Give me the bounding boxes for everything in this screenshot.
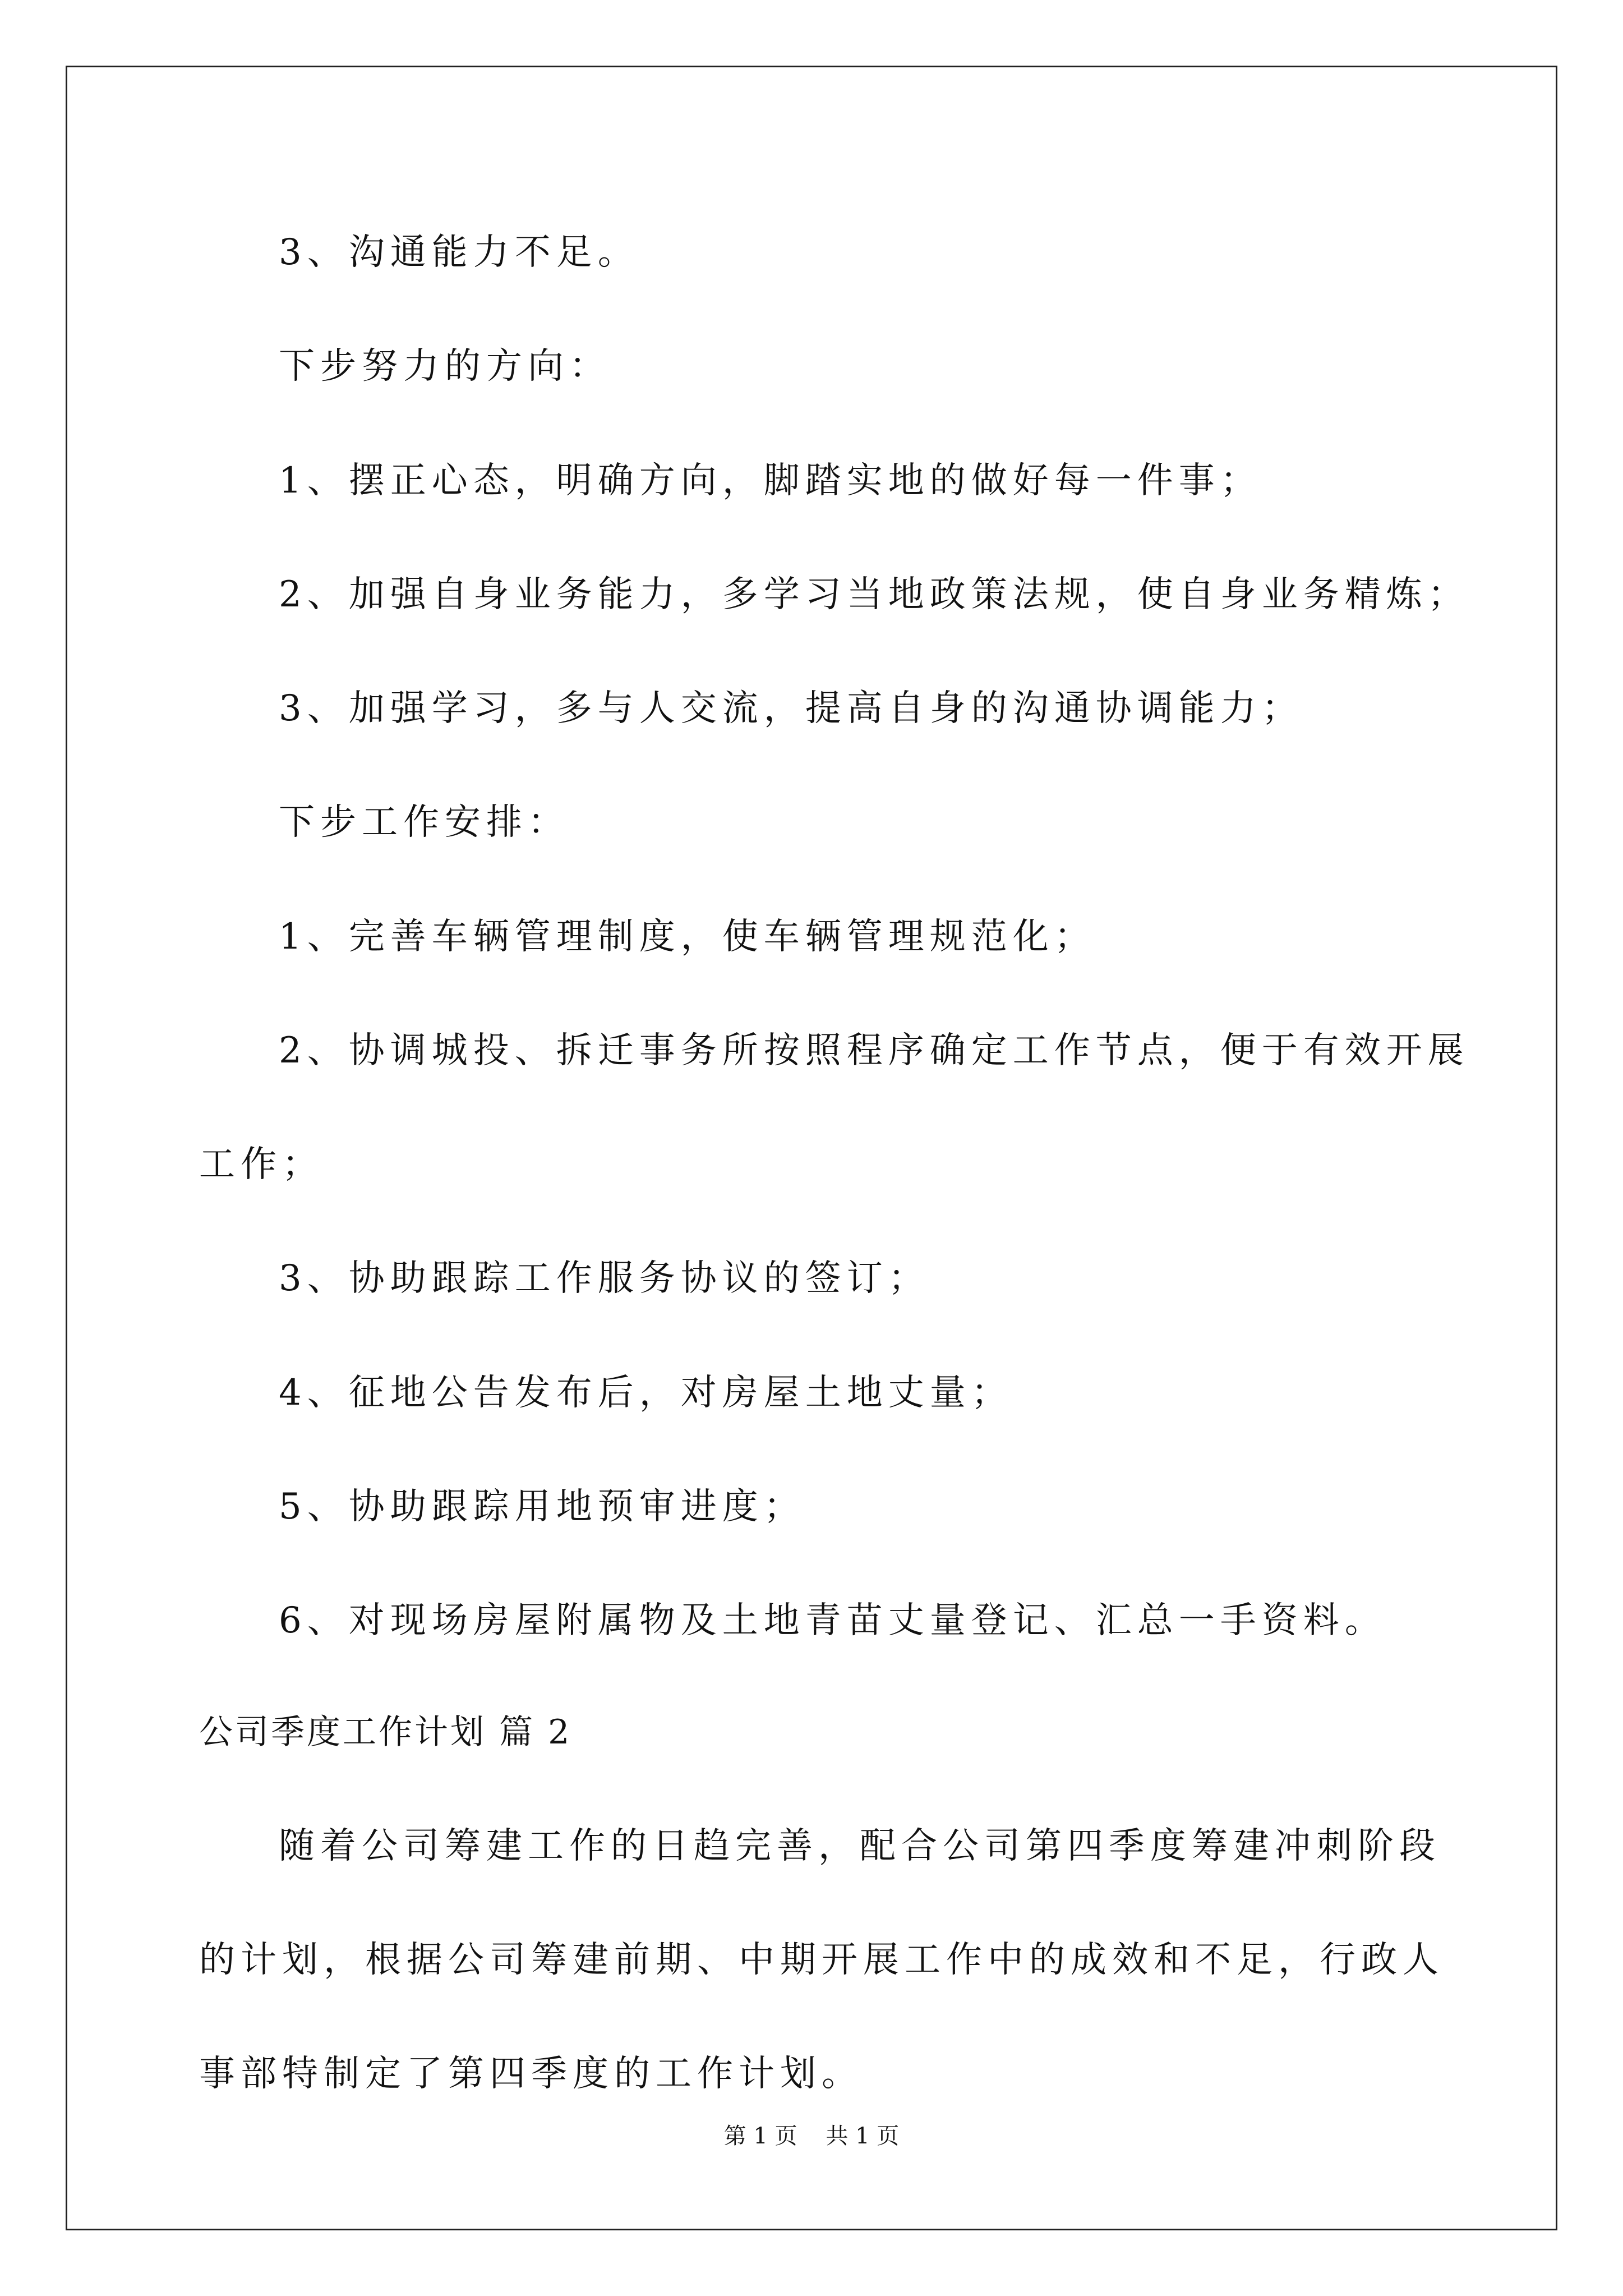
paragraph-line: 的计划，根据公司筹建前期、中期开展工作中的成效和不足，行政人 <box>199 1939 1444 1981</box>
paragraph-line: 工作； <box>199 1144 324 1185</box>
paragraph-line: 3、沟通能力不足。 <box>279 232 639 273</box>
paragraph-line: 事部特制定了第四季度的工作计划。 <box>199 2053 863 2095</box>
page-number-footer: 第 1 页 共 1 页 <box>723 2123 900 2149</box>
paragraph-line: 2、加强自身业务能力，多学习当地政策法规，使自身业务精炼； <box>279 574 1469 615</box>
paragraph-line: 3、加强学习，多与人交流，提高自身的沟通协调能力； <box>279 688 1303 729</box>
paragraph-line: 1、摆正心态，明确方向，脚踏实地的做好每一件事； <box>279 460 1262 501</box>
paragraph-line: 1、完善车辆管理制度，使车辆管理规范化； <box>279 916 1096 958</box>
paragraph-line: 4、征地公告发布后，对房屋土地丈量； <box>279 1372 1013 1414</box>
section-heading: 公司季度工作计划 篇 2 <box>199 1713 572 1752</box>
paragraph-line: 下步努力的方向： <box>279 346 611 387</box>
paragraph-line: 6、对现场房屋附属物及土地青苗丈量登记、汇总一手资料。 <box>279 1600 1386 1641</box>
paragraph-line: 5、协助跟踪用地预审进度； <box>279 1486 805 1527</box>
paragraph-line: 随着公司筹建工作的日趋完善，配合公司第四季度筹建冲刺阶段 <box>279 1825 1441 1867</box>
paragraph-line: 2、协调城投、拆迁事务所按照程序确定工作节点，便于有效开展 <box>279 1030 1469 1071</box>
paragraph-line: 3、协助跟踪工作服务协议的签订； <box>279 1258 930 1299</box>
paragraph-line: 下步工作安排： <box>279 802 569 843</box>
